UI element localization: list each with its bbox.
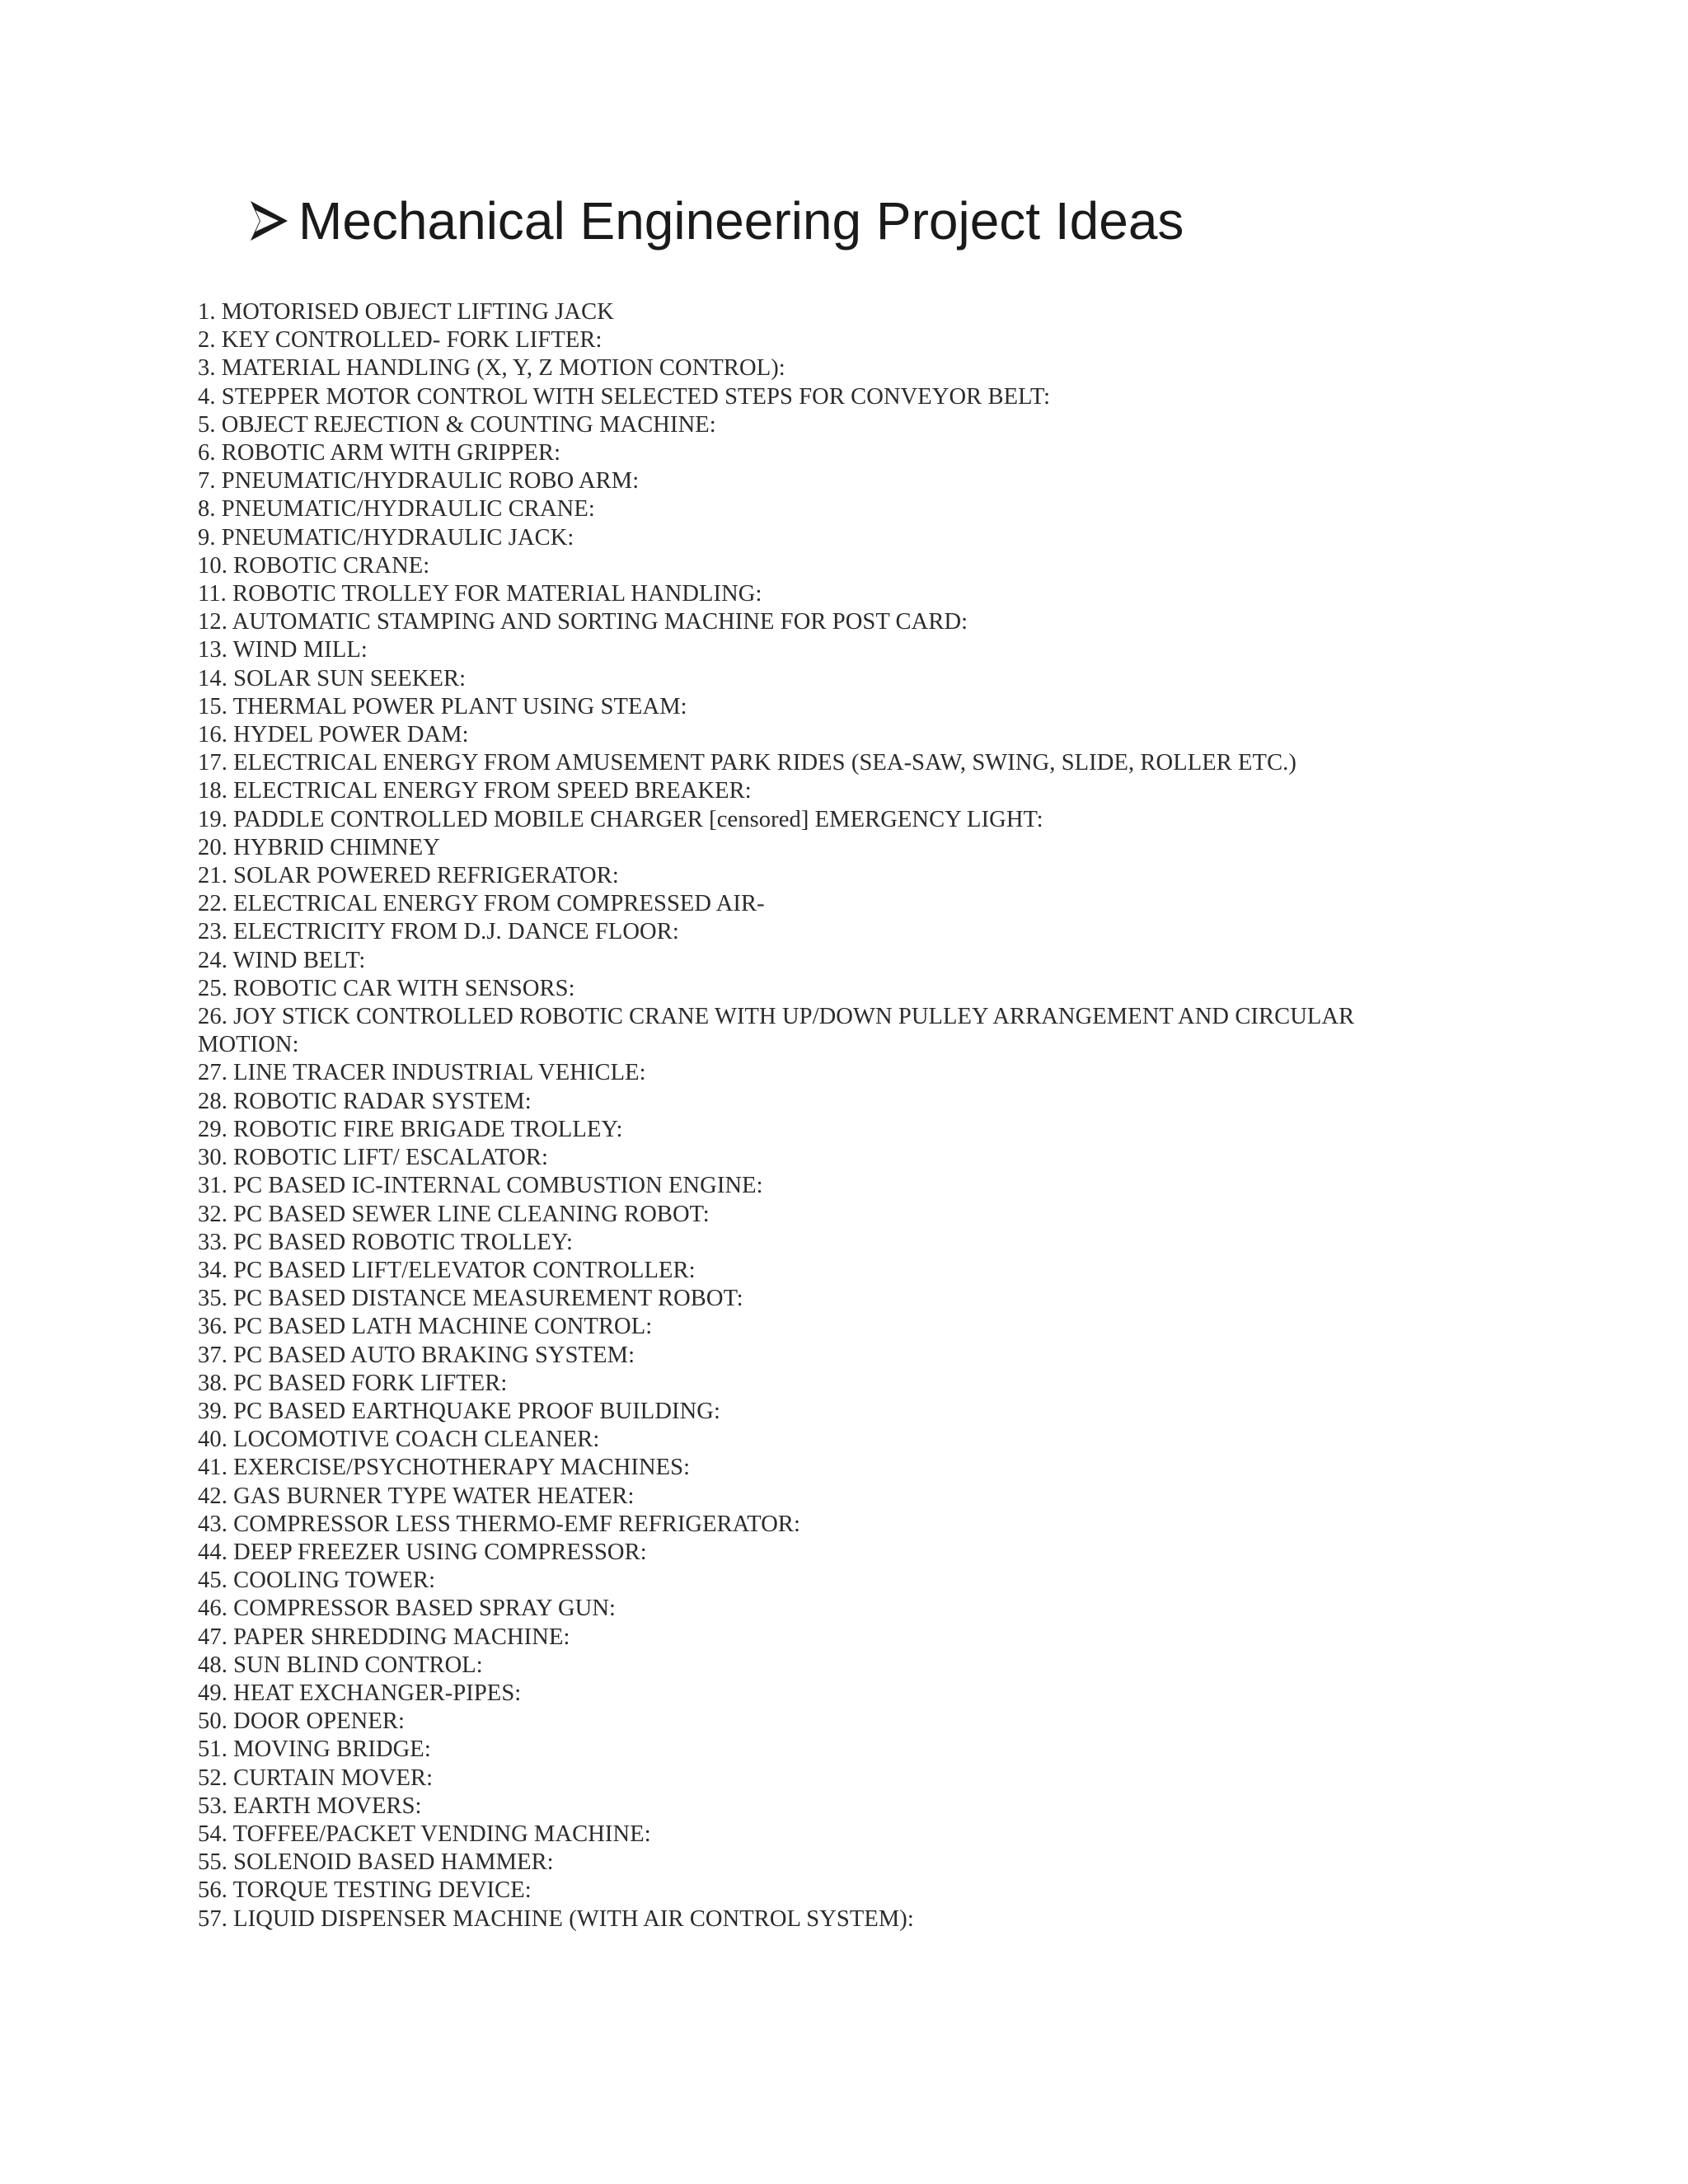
list-item: 50. DOOR OPENER: [198, 1708, 405, 1735]
list-item: 52. CURTAIN MOVER: [198, 1765, 434, 1791]
list-item: 44. DEEP FREEZER USING COMPRESSOR: [198, 1539, 647, 1565]
list-item: 38. PC BASED FORK LIFTER: [198, 1370, 508, 1396]
list-item: 27. LINE TRACER INDUSTRIAL VEHICLE: [198, 1060, 646, 1086]
list-item: 7. PNEUMATIC/HYDRAULIC ROBO ARM: [198, 468, 640, 494]
list-item: 15. THERMAL POWER PLANT USING STEAM: [198, 693, 687, 719]
list-item: 53. EARTH MOVERS: [198, 1793, 422, 1819]
project-ideas-list [198, 298, 1451, 1933]
list-item: 25. ROBOTIC CAR WITH SENSORS: [198, 975, 575, 1001]
list-item: 20. HYBRID CHIMNEY [198, 834, 440, 860]
list-item: 6. ROBOTIC ARM WITH GRIPPER: [198, 440, 561, 466]
list-item: 32. PC BASED SEWER LINE CLEANING ROBOT: [198, 1201, 710, 1227]
page-heading [247, 191, 1184, 251]
list-item: 40. LOCOMOTIVE COACH CLEANER: [198, 1427, 600, 1453]
list-item: 12. AUTOMATIC STAMPING AND SORTING MACHINE FOR POST CARD: [198, 609, 968, 635]
list-item: 4. STEPPER MOTOR CONTROL WITH SELECTED STEPS FOR CONVEYOR BELT: [198, 383, 1051, 410]
list-item: 9. PNEUMATIC/HYDRAULIC JACK: [198, 524, 574, 551]
list-item: 14. SOLAR SUN SEEKER: [198, 665, 467, 691]
list-item: 8. PNEUMATIC/HYDRAULIC CRANE: [198, 496, 595, 523]
list-item: 21. SOLAR POWERED REFRIGERATOR: [198, 863, 619, 889]
list-item: 11. ROBOTIC TROLLEY FOR MATERIAL HANDLING: [198, 581, 762, 607]
list-item: 46. COMPRESSOR BASED SPRAY GUN: [198, 1596, 617, 1622]
list-item: 48. SUN BLIND CONTROL: [198, 1652, 483, 1678]
list-item: 37. PC BASED AUTO BRAKING SYSTEM: [198, 1342, 635, 1368]
list-item: 1. MOTORISED OBJECT LIFTING JACK [198, 299, 614, 325]
list-item: 13. WIND MILL: [198, 637, 368, 663]
list-item: 26. JOY STICK CONTROLLED ROBOTIC CRANE WITH UP/DOWN PULLEY ARRANGEMENT AND CIRCULAR MOTION: [198, 1004, 1355, 1058]
list-item: 19. PADDLE CONTROLLED MOBILE CHARGER [censored] EMERGENCY LIGHT: [198, 806, 1043, 832]
page-title: Mechanical Engineering Project Ideas [298, 191, 1184, 251]
list-item: 28. ROBOTIC RADAR SYSTEM: [198, 1088, 532, 1114]
list-item: 47. PAPER SHREDDING MACHINE: [198, 1624, 570, 1650]
list-item: 3. MATERIAL HANDLING (X, Y, Z MOTION CONTROL): [198, 355, 785, 382]
list-item: 35. PC BASED DISTANCE MEASUREMENT ROBOT: [198, 1286, 743, 1312]
list-item: 41. EXERCISE/PSYCHOTHERAPY MACHINES: [198, 1455, 691, 1481]
list-item: 5. OBJECT REJECTION & COUNTING MACHINE: [198, 411, 716, 438]
list-item: 36. PC BASED LATH MACHINE CONTROL: [198, 1314, 653, 1340]
list-item: 29. ROBOTIC FIRE BRIGADE TROLLEY: [198, 1116, 623, 1142]
list-item: 51. MOVING BRIDGE: [198, 1736, 431, 1763]
list-item: 56. TORQUE TESTING DEVICE: [198, 1877, 532, 1904]
list-item: 10. ROBOTIC CRANE: [198, 552, 430, 579]
list-item: 24. WIND BELT: [198, 947, 366, 973]
list-item: 57. LIQUID DISPENSER MACHINE (WITH AIR CONTROL SYSTEM): [198, 1905, 914, 1932]
arrowhead-bullet-icon [247, 199, 290, 243]
list-item: 16. HYDEL POWER DAM: [198, 722, 469, 748]
list-item: 34. PC BASED LIFT/ELEVATOR CONTROLLER: [198, 1257, 696, 1283]
list-item: 23. ELECTRICITY FROM D.J. DANCE FLOOR: [198, 919, 679, 945]
list-item: 18. ELECTRICAL ENERGY FROM SPEED BREAKER: [198, 778, 752, 804]
list-item: 30. ROBOTIC LIFT/ ESCALATOR: [198, 1145, 549, 1171]
list-item: 33. PC BASED ROBOTIC TROLLEY: [198, 1229, 574, 1255]
list-item: 55. SOLENOID BASED HAMMER: [198, 1849, 554, 1876]
list-item: 45. COOLING TOWER: [198, 1568, 436, 1594]
list-item: 22. ELECTRICAL ENERGY FROM COMPRESSED AIR- [198, 891, 765, 917]
list-item: 49. HEAT EXCHANGER-PIPES: [198, 1680, 522, 1706]
list-item: 31. PC BASED IC-INTERNAL COMBUSTION ENGINE: [198, 1173, 763, 1199]
list-item: 43. COMPRESSOR LESS THERMO-EMF REFRIGERATOR: [198, 1511, 801, 1537]
list-item: 54. TOFFEE/PACKET VENDING MACHINE: [198, 1821, 651, 1847]
list-item: 42. GAS BURNER TYPE WATER HEATER: [198, 1483, 635, 1509]
list-item: 17. ELECTRICAL ENERGY FROM AMUSEMENT PARK RIDES (SEA-SAW, SWING, SLIDE, ROLLER ETC.) [198, 750, 1296, 776]
list-item: 2. KEY CONTROLLED- FORK LIFTER: [198, 327, 603, 354]
list-item: 39. PC BASED EARTHQUAKE PROOF BUILDING: [198, 1398, 720, 1424]
